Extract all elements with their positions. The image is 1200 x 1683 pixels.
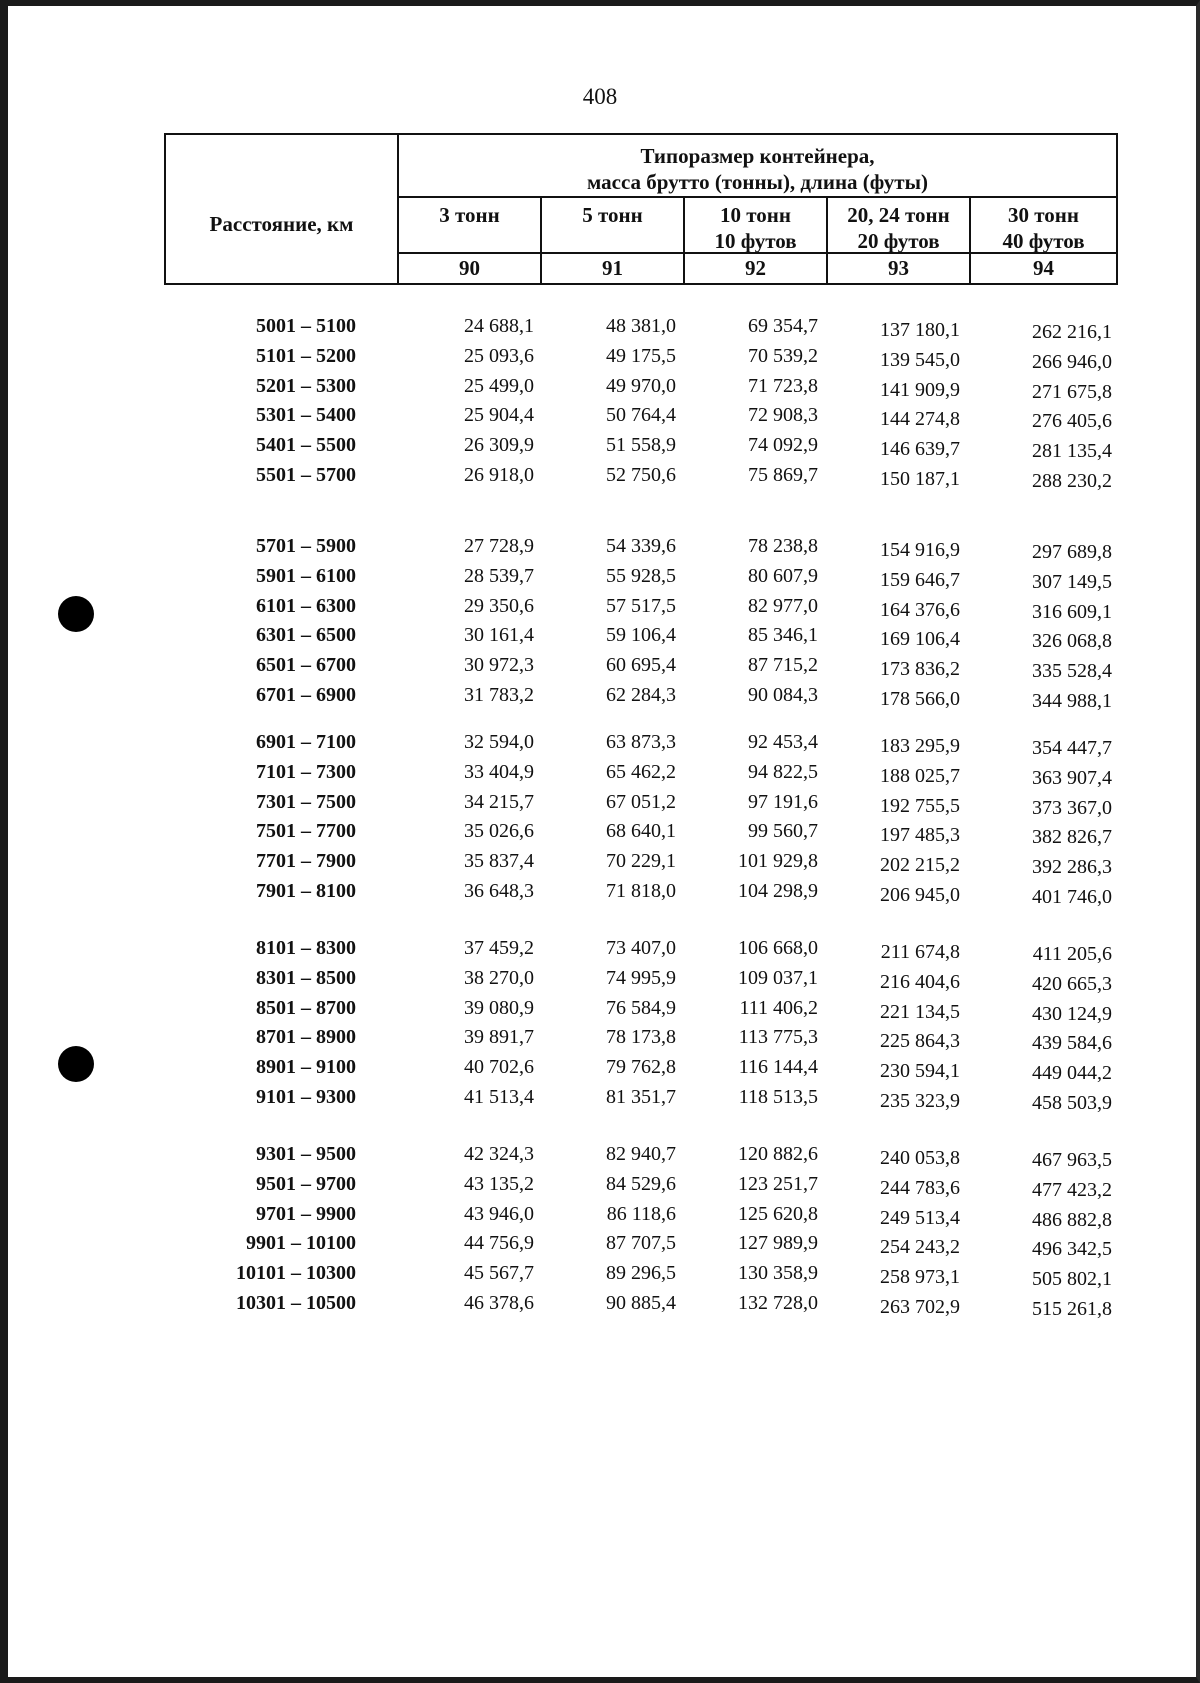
table-row <box>0 731 1200 761</box>
row-value-col93: 146 639,7 <box>880 438 960 460</box>
table-row <box>0 684 1200 714</box>
row-value-col90: 43 135,2 <box>464 1173 534 1195</box>
row-distance: 7101 – 7300 <box>256 761 356 783</box>
row-value-col90: 45 567,7 <box>464 1262 534 1284</box>
table-row <box>0 997 1200 1027</box>
page-number: 408 <box>582 84 618 109</box>
row-value-col90: 32 594,0 <box>464 731 534 753</box>
row-value-col93: 254 243,2 <box>880 1236 960 1258</box>
row-value-col92: 101 929,8 <box>738 850 818 872</box>
row-value-col90: 37 459,2 <box>464 937 534 959</box>
row-value-col94: 344 988,1 <box>1032 690 1112 712</box>
row-value-col91: 52 750,6 <box>606 464 676 486</box>
row-value-col92: 72 908,3 <box>748 404 818 426</box>
row-value-col90: 38 270,0 <box>464 967 534 989</box>
row-value-col90: 24 688,1 <box>464 315 534 337</box>
row-value-col91: 57 517,5 <box>606 595 676 617</box>
row-value-col94: 515 261,8 <box>1032 1298 1112 1320</box>
row-value-col92: 116 144,4 <box>738 1056 818 1078</box>
row-distance: 7301 – 7500 <box>256 791 356 813</box>
row-value-col91: 59 106,4 <box>606 624 676 646</box>
row-value-col91: 49 175,5 <box>606 345 676 367</box>
row-value-col93: 137 180,1 <box>880 319 960 341</box>
header-col-line2: 40 футов <box>1002 229 1085 253</box>
row-value-col90: 27 728,9 <box>464 535 534 557</box>
header-col-line2: 10 футов <box>714 229 797 253</box>
row-value-col93: 206 945,0 <box>880 884 960 906</box>
row-value-col91: 86 118,6 <box>606 1203 676 1225</box>
row-distance: 5201 – 5300 <box>256 375 356 397</box>
row-value-col92: 90 084,3 <box>748 684 818 706</box>
row-value-col91: 55 928,5 <box>606 565 676 587</box>
table-row <box>0 791 1200 821</box>
row-value-col90: 26 309,9 <box>464 434 534 456</box>
row-value-col91: 76 584,9 <box>606 997 676 1019</box>
row-value-col94: 297 689,8 <box>1032 541 1112 563</box>
row-value-col91: 81 351,7 <box>606 1086 676 1108</box>
row-value-col92: 74 092,9 <box>748 434 818 456</box>
row-value-col92: 75 869,7 <box>748 464 818 486</box>
row-value-col90: 39 080,9 <box>464 997 534 1019</box>
row-value-col92: 87 715,2 <box>748 654 818 676</box>
row-value-col94: 411 205,6 <box>1032 943 1112 965</box>
row-value-col92: 85 346,1 <box>748 624 818 646</box>
table-row <box>0 1292 1200 1322</box>
row-value-col93: 178 566,0 <box>880 688 960 710</box>
row-value-col92: 118 513,5 <box>738 1086 818 1108</box>
row-distance: 5001 – 5100 <box>256 315 356 337</box>
header-col-line1: 3 тонн <box>439 203 500 227</box>
row-value-col92: 78 238,8 <box>748 535 818 557</box>
header-group-line1: Типоразмер контейнера, <box>640 144 875 168</box>
row-value-col93: 202 215,2 <box>880 854 960 876</box>
row-distance: 5501 – 5700 <box>256 464 356 486</box>
row-value-col94: 505 802,1 <box>1032 1268 1112 1290</box>
row-value-col91: 68 640,1 <box>606 820 676 842</box>
row-value-col92: 97 191,6 <box>748 791 818 813</box>
row-distance: 9701 – 9900 <box>256 1203 356 1225</box>
table-row <box>0 315 1200 345</box>
row-distance: 8301 – 8500 <box>256 967 356 989</box>
row-distance: 9501 – 9700 <box>256 1173 356 1195</box>
row-value-col91: 60 695,4 <box>606 654 676 676</box>
row-value-col91: 50 764,4 <box>606 404 676 426</box>
row-value-col90: 28 539,7 <box>464 565 534 587</box>
row-value-col94: 262 216,1 <box>1032 321 1112 343</box>
row-value-col93: 141 909,9 <box>880 379 960 401</box>
row-value-col92: 111 406,2 <box>739 997 818 1019</box>
row-distance: 8901 – 9100 <box>256 1056 356 1078</box>
header-col-line1: 10 тонн <box>720 203 791 227</box>
row-value-col93: 173 836,2 <box>880 658 960 680</box>
row-value-col90: 36 648,3 <box>464 880 534 902</box>
table-row <box>0 1143 1200 1173</box>
row-value-col90: 30 161,4 <box>464 624 534 646</box>
row-value-col93: 144 274,8 <box>880 408 960 430</box>
row-value-col90: 25 093,6 <box>464 345 534 367</box>
row-distance: 6101 – 6300 <box>256 595 356 617</box>
row-distance: 9901 – 10100 <box>246 1232 356 1254</box>
row-value-col92: 123 251,7 <box>738 1173 818 1195</box>
table-row <box>0 535 1200 565</box>
row-value-col94: 276 405,6 <box>1032 410 1112 432</box>
row-value-col92: 125 620,8 <box>738 1203 818 1225</box>
row-value-col94: 354 447,7 <box>1032 737 1112 759</box>
table-row <box>0 434 1200 464</box>
row-distance: 5401 – 5500 <box>256 434 356 456</box>
row-distance: 6701 – 6900 <box>256 684 356 706</box>
row-value-col94: 467 963,5 <box>1032 1149 1112 1171</box>
table-row <box>0 1232 1200 1262</box>
row-value-col90: 35 026,6 <box>464 820 534 842</box>
header-col-line2: 20 футов <box>857 229 940 253</box>
row-value-col92: 70 539,2 <box>748 345 818 367</box>
row-value-col92: 82 977,0 <box>748 595 818 617</box>
row-value-col92: 130 358,9 <box>738 1262 818 1284</box>
row-value-col92: 104 298,9 <box>738 880 818 902</box>
table-row <box>0 1086 1200 1116</box>
row-value-col93: 244 783,6 <box>880 1177 960 1199</box>
row-value-col92: 99 560,7 <box>748 820 818 842</box>
row-value-col94: 449 044,2 <box>1032 1062 1112 1084</box>
row-value-col93: 216 404,6 <box>880 971 960 993</box>
row-value-col92: 113 775,3 <box>738 1026 818 1048</box>
header-col-line1: 5 тонн <box>582 203 643 227</box>
row-value-col91: 49 970,0 <box>606 375 676 397</box>
row-value-col90: 35 837,4 <box>464 850 534 872</box>
row-value-col91: 62 284,3 <box>606 684 676 706</box>
table-row <box>0 1203 1200 1233</box>
row-value-col94: 496 342,5 <box>1032 1238 1112 1260</box>
row-value-col93: 258 973,1 <box>880 1266 960 1288</box>
row-value-col91: 63 873,3 <box>606 731 676 753</box>
header-num-92: 92 <box>685 254 828 283</box>
row-distance: 5701 – 5900 <box>256 535 356 557</box>
row-value-col93: 230 594,1 <box>880 1060 960 1082</box>
row-value-col90: 46 378,6 <box>464 1292 534 1314</box>
row-value-col93: 192 755,5 <box>880 795 960 817</box>
table-row <box>0 375 1200 405</box>
row-value-col91: 48 381,0 <box>606 315 676 337</box>
row-distance: 7901 – 8100 <box>256 880 356 902</box>
row-value-col91: 82 940,7 <box>606 1143 676 1165</box>
row-value-col92: 92 453,4 <box>748 731 818 753</box>
row-value-col90: 25 499,0 <box>464 375 534 397</box>
row-value-col91: 74 995,9 <box>606 967 676 989</box>
header-num-94: 94 <box>1033 256 1054 280</box>
row-value-col90: 40 702,6 <box>464 1056 534 1078</box>
table-row <box>0 404 1200 434</box>
row-value-col94: 307 149,5 <box>1032 571 1112 593</box>
row-value-col90: 39 891,7 <box>464 1026 534 1048</box>
row-value-col92: 94 822,5 <box>748 761 818 783</box>
row-distance: 5101 – 5200 <box>256 345 356 367</box>
row-distance: 9301 – 9500 <box>256 1143 356 1165</box>
row-value-col92: 69 354,7 <box>748 315 818 337</box>
row-value-col91: 65 462,2 <box>606 761 676 783</box>
row-value-col93: 169 106,4 <box>880 628 960 650</box>
row-value-col90: 41 513,4 <box>464 1086 534 1108</box>
table-row <box>0 1056 1200 1086</box>
row-value-col90: 29 350,6 <box>464 595 534 617</box>
row-value-col94: 288 230,2 <box>1032 470 1112 492</box>
row-value-col94: 458 503,9 <box>1032 1092 1112 1114</box>
row-value-col94: 477 423,2 <box>1032 1179 1112 1201</box>
row-value-col90: 33 404,9 <box>464 761 534 783</box>
row-distance: 8701 – 8900 <box>256 1026 356 1048</box>
row-value-col90: 30 972,3 <box>464 654 534 676</box>
row-value-col91: 54 339,6 <box>606 535 676 557</box>
row-value-col94: 439 584,6 <box>1032 1032 1112 1054</box>
row-value-col94: 382 826,7 <box>1032 826 1112 848</box>
row-value-col93: 159 646,7 <box>880 569 960 591</box>
row-value-col94: 335 528,4 <box>1032 660 1112 682</box>
row-value-col90: 44 756,9 <box>464 1232 534 1254</box>
table-row <box>0 345 1200 375</box>
row-value-col91: 79 762,8 <box>606 1056 676 1078</box>
row-value-col93: 249 513,4 <box>880 1207 960 1229</box>
row-distance: 10101 – 10300 <box>236 1262 356 1284</box>
table-row <box>0 464 1200 494</box>
row-value-col90: 34 215,7 <box>464 791 534 813</box>
row-value-col93: 211 674,8 <box>880 941 960 963</box>
table-row <box>0 937 1200 967</box>
row-value-col91: 73 407,0 <box>606 937 676 959</box>
table-row <box>0 565 1200 595</box>
row-value-col94: 486 882,8 <box>1032 1209 1112 1231</box>
row-value-col92: 120 882,6 <box>738 1143 818 1165</box>
row-value-col94: 363 907,4 <box>1032 767 1112 789</box>
row-value-col92: 80 607,9 <box>748 565 818 587</box>
row-distance: 7701 – 7900 <box>256 850 356 872</box>
row-distance: 6301 – 6500 <box>256 624 356 646</box>
row-value-col92: 109 037,1 <box>738 967 818 989</box>
row-value-col91: 67 051,2 <box>606 791 676 813</box>
row-value-col92: 132 728,0 <box>738 1292 818 1314</box>
header-num-93: 93 <box>828 254 971 283</box>
row-value-col94: 266 946,0 <box>1032 351 1112 373</box>
table-row <box>0 967 1200 997</box>
header-distance: Расстояние, км <box>166 135 399 283</box>
row-value-col92: 71 723,8 <box>748 375 818 397</box>
header-num-91: 91 <box>542 254 685 283</box>
row-value-col94: 316 609,1 <box>1032 601 1112 623</box>
row-value-col93: 263 702,9 <box>880 1296 960 1318</box>
table-row <box>0 1026 1200 1056</box>
row-value-col91: 51 558,9 <box>606 434 676 456</box>
row-value-col92: 106 668,0 <box>738 937 818 959</box>
row-value-col90: 31 783,2 <box>464 684 534 706</box>
row-value-col94: 271 675,8 <box>1032 381 1112 403</box>
row-value-col90: 25 904,4 <box>464 404 534 426</box>
table-row <box>0 820 1200 850</box>
row-value-col91: 71 818,0 <box>606 880 676 902</box>
row-value-col93: 188 025,7 <box>880 765 960 787</box>
row-value-col91: 87 707,5 <box>606 1232 676 1254</box>
row-value-col90: 42 324,3 <box>464 1143 534 1165</box>
row-distance: 6901 – 7100 <box>256 731 356 753</box>
table-row <box>0 1173 1200 1203</box>
row-value-col93: 221 134,5 <box>880 1001 960 1023</box>
row-value-col94: 281 135,4 <box>1032 440 1112 462</box>
header-col-line1: 20, 24 тонн <box>847 203 950 227</box>
table-row <box>0 595 1200 625</box>
row-distance: 7501 – 7700 <box>256 820 356 842</box>
row-value-col94: 373 367,0 <box>1032 797 1112 819</box>
row-value-col94: 430 124,9 <box>1032 1003 1112 1025</box>
row-value-col91: 84 529,6 <box>606 1173 676 1195</box>
row-value-col92: 127 989,9 <box>738 1232 818 1254</box>
row-distance: 9101 – 9300 <box>256 1086 356 1108</box>
row-value-col94: 392 286,3 <box>1032 856 1112 878</box>
row-value-col93: 154 916,9 <box>880 539 960 561</box>
row-value-col91: 70 229,1 <box>606 850 676 872</box>
row-value-col93: 164 376,6 <box>880 599 960 621</box>
row-value-col93: 197 485,3 <box>880 824 960 846</box>
row-value-col91: 78 173,8 <box>606 1026 676 1048</box>
row-value-col94: 420 665,3 <box>1032 973 1112 995</box>
table-row <box>0 654 1200 684</box>
row-value-col93: 225 864,3 <box>880 1030 960 1052</box>
row-value-col91: 89 296,5 <box>606 1262 676 1284</box>
table-row <box>0 1262 1200 1292</box>
header-num-90: 90 <box>399 254 542 283</box>
row-value-col93: 183 295,9 <box>880 735 960 757</box>
row-value-col93: 139 545,0 <box>880 349 960 371</box>
row-value-col93: 150 187,1 <box>880 468 960 490</box>
table-row <box>0 624 1200 654</box>
row-distance: 5301 – 5400 <box>256 404 356 426</box>
row-distance: 5901 – 6100 <box>256 565 356 587</box>
row-value-col94: 401 746,0 <box>1032 886 1112 908</box>
table-row <box>0 761 1200 791</box>
row-value-col90: 43 946,0 <box>464 1203 534 1225</box>
row-distance: 6501 – 6700 <box>256 654 356 676</box>
row-value-col90: 26 918,0 <box>464 464 534 486</box>
header-group-line2: масса брутто (тонны), длина (футы) <box>587 170 928 194</box>
row-value-col93: 235 323,9 <box>880 1090 960 1112</box>
table-row <box>0 880 1200 910</box>
table-row <box>0 850 1200 880</box>
row-distance: 8101 – 8300 <box>256 937 356 959</box>
row-distance: 8501 – 8700 <box>256 997 356 1019</box>
row-distance: 10301 – 10500 <box>236 1292 356 1314</box>
row-value-col94: 326 068,8 <box>1032 630 1112 652</box>
row-value-col93: 240 053,8 <box>880 1147 960 1169</box>
header-col-line1: 30 тонн <box>1008 203 1079 227</box>
row-value-col91: 90 885,4 <box>606 1292 676 1314</box>
